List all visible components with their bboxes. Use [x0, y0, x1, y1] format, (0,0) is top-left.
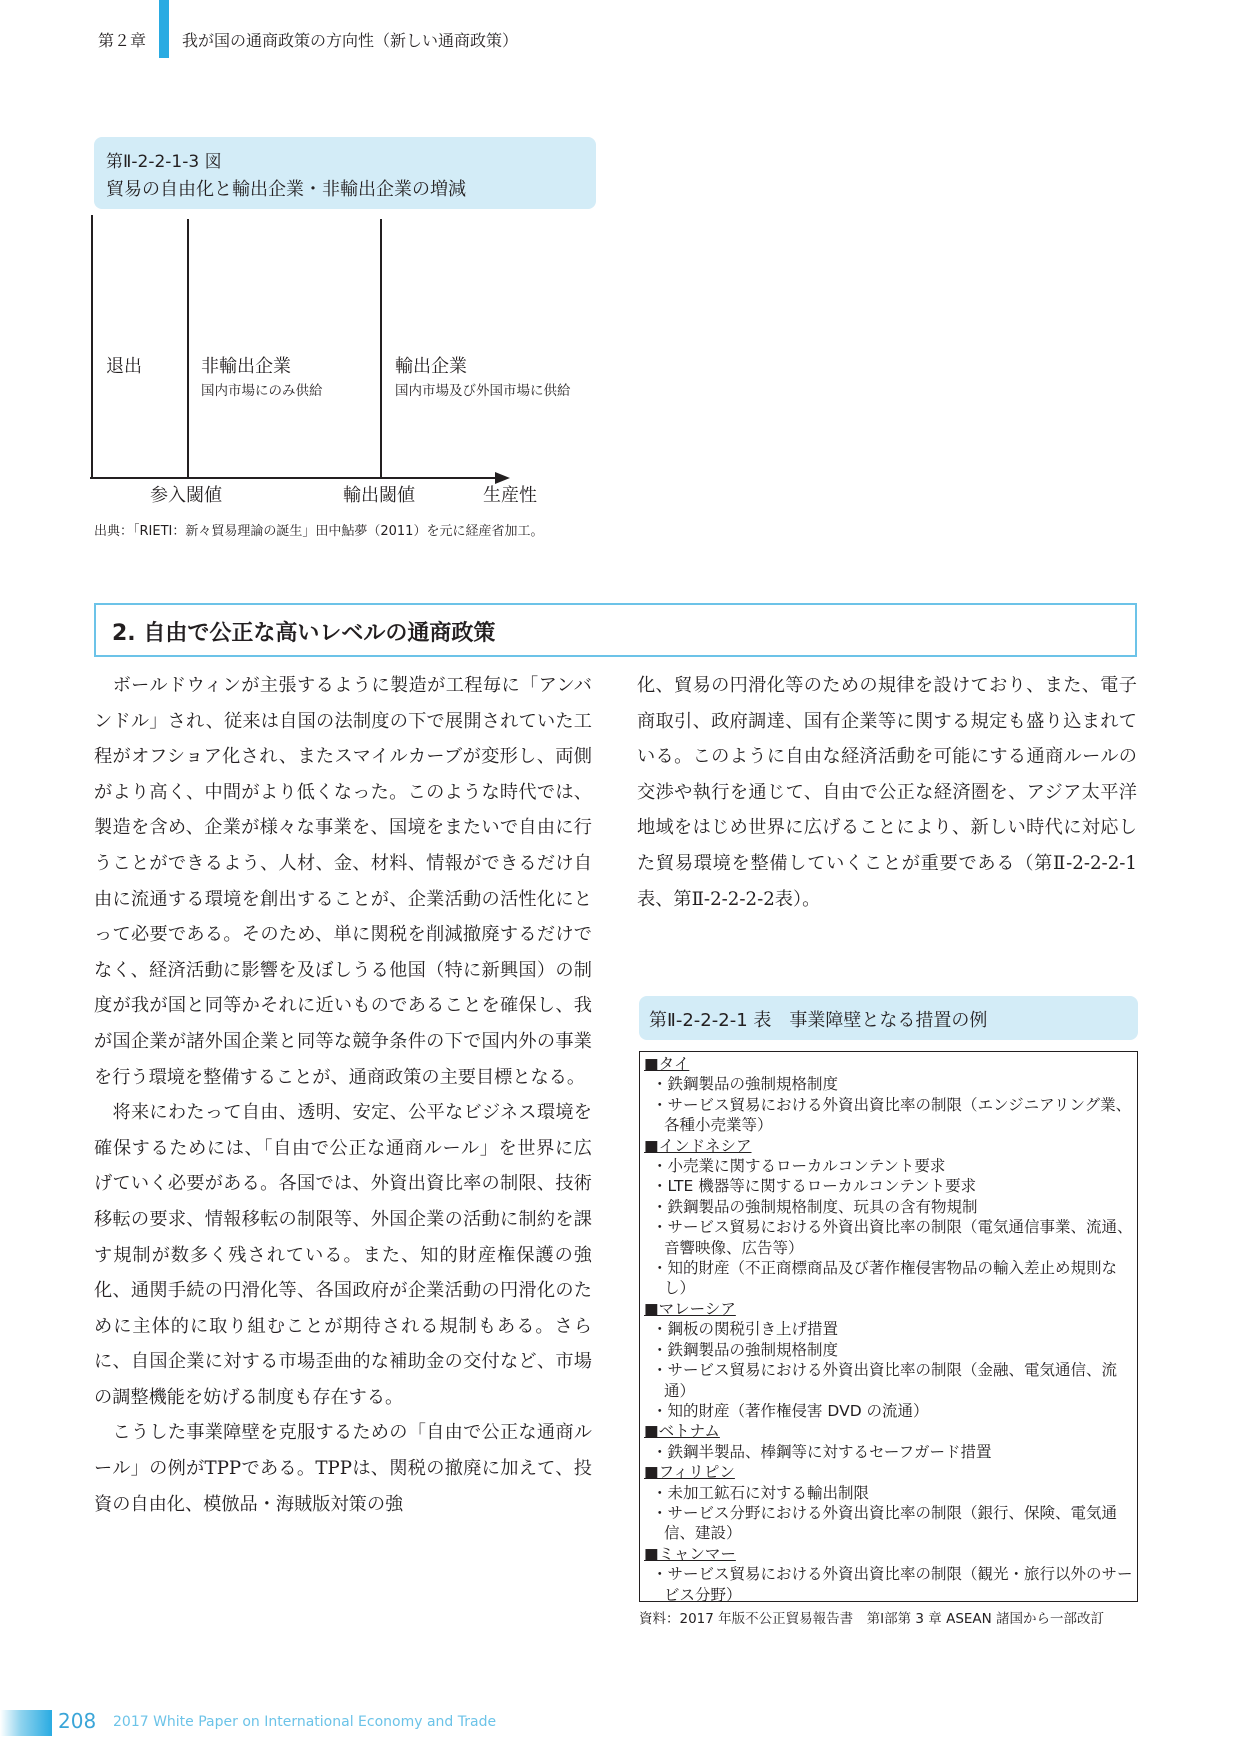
figure-caption	[94, 137, 596, 209]
region-exporter-sub: 国内市場及び外国市場に供給	[395, 383, 571, 399]
table-source: 資料：2017 年版不公正貿易報告書 第Ⅰ部第 3 章 ASEAN 諸国から一部改訂	[639, 1611, 1105, 1627]
diagram-lines	[90, 215, 610, 515]
region-non-exporter-sub: 国内市場にのみ供給	[201, 383, 323, 399]
measures-table	[639, 1051, 1138, 1602]
list-item: ・サービス分野における外資出資比率の制限（銀行、保険、電気通信、建設）	[652, 1503, 1118, 1543]
section-heading-box	[94, 603, 1137, 657]
list-item: ・LTE 機器等に関するローカルコンテント要求	[652, 1177, 977, 1196]
page-number: 208	[58, 1709, 97, 1733]
list-item: ・鉄鋼製品の強制規格制度	[652, 1075, 839, 1094]
export-threshold-label: 輸出閾値	[343, 485, 415, 506]
figure-number: 第Ⅱ-2-2-1-3 図	[106, 152, 222, 172]
list-item: ・サービス貿易における外資出資比率の制限（観光・旅行以外のサービス分野）	[652, 1565, 1133, 1604]
region-non-exporter-label: 非輸出企業	[201, 356, 291, 377]
figure-title: 貿易の自由化と輸出企業・非輸出企業の増減	[106, 179, 466, 200]
table-caption	[639, 996, 1138, 1040]
axis-label: 生産性	[483, 485, 537, 506]
country-heading: ■インドネシア	[644, 1136, 752, 1155]
country-heading: ■フィリピン	[644, 1463, 735, 1482]
list-item: ・知的財産（著作権侵害 DVD の流通）	[652, 1401, 929, 1420]
country-heading: ■マレーシア	[644, 1299, 736, 1318]
list-item: ・鋼板の関税引き上げ措置	[652, 1320, 839, 1339]
country-heading: ■ミャンマー	[644, 1544, 736, 1563]
figure-source: 出典：「RIETI：新々貿易理論の誕生」田中鮎夢（2011）を元に経産省加工。	[94, 524, 544, 539]
footer-publication-title: 2017 White Paper on International Economy and Trade	[113, 1714, 497, 1730]
body-right-column	[637, 668, 1137, 917]
table-title: 第Ⅱ-2-2-2-1 表 事業障壁となる措置の例	[649, 1010, 988, 1031]
header-title: 我が国の通商政策の方向性（新しい通商政策）	[182, 31, 519, 50]
productivity-diagram	[90, 215, 610, 515]
list-item: ・鉄鋼製品の強制規格制度、玩具の含有物規制	[652, 1197, 978, 1216]
list-item: ・鉄鋼半製品、棒鋼等に対するセーフガード措置	[652, 1442, 992, 1461]
region-exit-label: 退出	[106, 356, 142, 377]
body-paragraph: 化、貿易の円滑化等のための規律を設けており、また、電子商取引、政府調達、国有企業等に関する規定も盛り込まれている。このように自由な経済活動を可能にする通商ルールの交渉や執行を通じて、自由で公正な経済圏を、アジア太平洋地域をはじめ世界に広げることにより、新しい時代に対応した貿易環境を整備していくことが重要である（第Ⅱ-2-2-2-1表、第Ⅱ-2-2-2-2表）。	[637, 675, 1137, 910]
list-item: ・サービス貿易における外資出資比率の制限（金融、電気通信、流通）	[652, 1361, 1118, 1400]
body-paragraph: ボールドウィンが主張するように製造が工程毎に「アンバンドル」され、従来は自国の法制度の下で展開されていた工程がオフショア化され、またスマイルカーブが変形し、両側がより高く、中間がより低くなった。このような時代では、製造を含め、企業が様々な事業を、国境をまたいで自由に行うことができるよう、人材、金、材料、情報ができるだけ自由に流通する環境を創出することが、企業活動の活性化にとって必要である。そのため、単に関税を削減撤廃するだけでなく、経済活動に影響を及ぼしうる他国（特に新興国）の制度が我が国と同等かそれに近いものであることを確保し、我が国企業が諸外国企業と同等な競争条件の下で国内外の事業を行う環境を整備することが、通商政策の主要目標となる。	[94, 675, 592, 1088]
body-paragraph: こうした事業障壁を克服するための「自由で公正な通商ルール」の例がTPPである。TPPは、関税の撤廃に加えて、投資の自由化、模倣品・海賊版対策の強	[94, 1422, 592, 1515]
country-heading: ■タイ	[644, 1055, 690, 1073]
region-exporter-label: 輸出企業	[395, 356, 467, 377]
list-item: ・サービス貿易における外資出資比率の制限（エンジニアリング業、各種小売業等）	[652, 1095, 1132, 1135]
list-item: ・未加工鉱石に対する輸出制限	[652, 1483, 870, 1502]
list-item: ・鉄鋼製品の強制規格制度	[652, 1340, 839, 1359]
header-accent-bar	[159, 0, 169, 58]
section-title: 2. 自由で公正な高いレベルの通商政策	[112, 621, 496, 646]
list-item: ・サービス貿易における外資出資比率の制限（電気通信事業、流通、音響映像、広告等）	[652, 1218, 1133, 1257]
body-paragraph: 将来にわたって自由、透明、安定、公平なビジネス環境を確保するためには、「自由で公正な通商ルール」を世界に広げていく必要がある。各国では、外資出資比率の制限、技術移転の要求、情報移転の制限等、外国企業の活動に制約を課す規制が数多く残されている。また、知的財産権保護の強化、通関手続の円滑化等、各国政府が企業活動の円滑化のために主体的に取り組むことが期待される規制もある。さらに、自国企業に対する市場歪曲的な補助金の交付など、市場の調整機能を妨げる制度も存在する。	[94, 1102, 592, 1408]
country-heading: ■ベトナム	[644, 1422, 720, 1441]
body-left-column	[94, 668, 592, 1522]
footer-accent-bar	[0, 1710, 52, 1736]
list-item: ・小売業に関するローカルコンテント要求	[652, 1157, 946, 1176]
entry-threshold-label: 参入閾値	[150, 485, 222, 506]
chapter-label: 第２章	[98, 31, 147, 50]
list-item: ・知的財産（不正商標商品及び著作権侵害物品の輸入差止め規則なし）	[652, 1259, 1118, 1298]
